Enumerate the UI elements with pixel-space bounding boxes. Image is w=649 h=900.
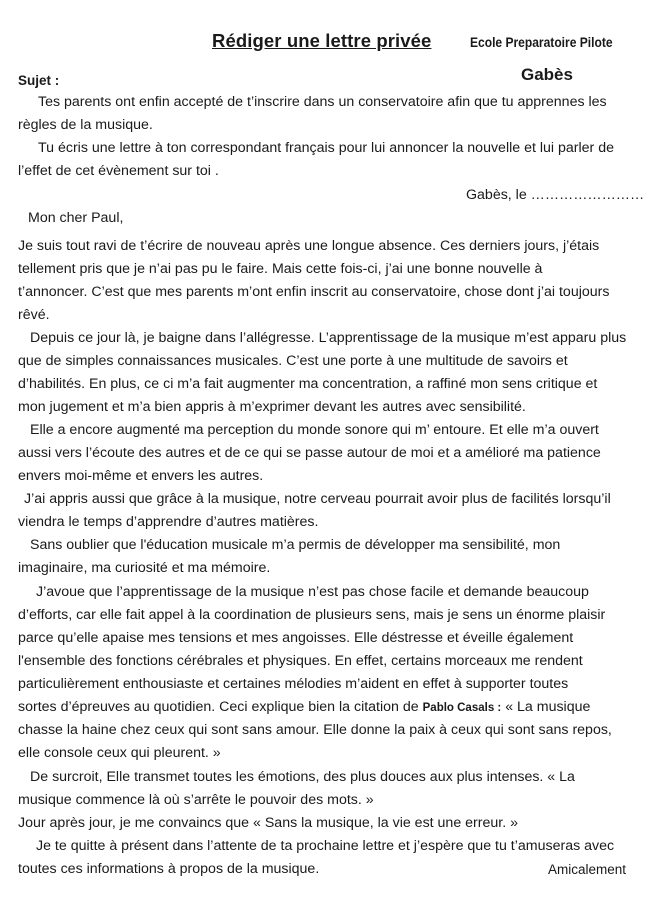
letter-line: aussi vers l’écoute des autres et de ce qui se passe autour de moi et a amélioré ma patience [18,445,601,461]
school-name: Ecole Preparatoire Pilote [470,34,613,50]
quote-start: « La musique [505,699,591,715]
letter-line: mon jugement et m’a bien appris à m’exprimer devant les autres avec sensibilité. [18,399,526,415]
letter-line: tellement pris que je n’ai pas pu le faire. Mais cette fois-ci, j’ai une bonne nouvelle à [18,261,543,277]
letter-line: que de simples connaissances musicales. C’est une porte à une multitude de savoirs et [18,353,568,369]
subject-label: Sujet : [18,73,60,88]
letter-line: d’habilités. En plus, ce ci m’a fait augmenter ma concentration, a raffiné mon sens critique et [18,376,598,392]
letter-line: chasse la haine chez ceux qui sont sans amour. Elle donne la paix à ceux qui sont sans repos, [18,722,612,738]
greeting: Mon cher Paul, [28,210,124,226]
letter-line: elle console ceux qui pleurent. » [18,745,221,761]
page-title: Rédiger une lettre privée [212,30,432,51]
letter-line: De surcroit, Elle transmet toutes les émotions, des plus douces aux plus intenses. « La [30,769,575,785]
letter-line: Je te quitte à présent dans l’attente de ta prochaine lettre et j’espère que tu t’amuseras avec [36,838,615,854]
letter-line: rêvé. [18,307,50,323]
letter-line: parce qu’elle apaise mes tensions et mes angoisses. Elle déstresse et éveille également [18,630,574,646]
letter-line: t’annoncer. C’est que mes parents m’ont enfin inscrit au conservatoire, chose dont j’ai toujours [18,284,610,300]
letter-line: particulièrement enthousiaste et certaines mélodies m’aident en effet à supporter toutes [18,676,569,692]
letter-line: toutes ces informations à propos de la musique. [18,861,320,877]
letter-line: imaginaire, ma curiosité et ma mémoire. [18,560,271,576]
letter-line: viendra le temps d’apprendre d’autres matières. [18,514,319,530]
subject-line: l’effet de cet évènement sur toi . [18,163,219,179]
letter-line: d’efforts, car elle fait appel à la coordination de plusieurs sens, mais je sens un énorme plaisir [18,607,606,623]
letter-line: Depuis ce jour là, je baigne dans l’allégresse. L’apprentissage de la musique m’est apparu plus [30,330,627,346]
letter-line: Je suis tout ravi de t’écrire de nouveau après une longue absence. Ces derniers jours, j’étais [18,238,600,254]
quote-lead-text: sortes d’épreuves au quotidien. Ceci explique bien la citation de [18,699,419,715]
letter-line: Sans oublier que l'éducation musicale m’a permis de développer ma sensibilité, mon [30,537,561,553]
letter-line: musique commence là où s’arrête le pouvoir des mots. » [18,792,374,808]
letter-line: J’ai appris aussi que grâce à la musique, notre cerveau pourrait avoir plus de facilités lorsqu’il [24,491,611,507]
letter-line [18,700,590,715]
subject-line: Tes parents ont enfin accepté de t’inscrire dans un conservatoire afin que tu apprennes les [38,94,607,110]
letter-line: Jour après jour, je me convaincs que « Sans la musique, la vie est une erreur. » [18,815,518,831]
subject-line: règles de la musique. [18,117,153,133]
closing: Amicalement [548,862,627,877]
school-city: Gabès [521,65,573,84]
quote-author: Pablo Casals : [422,702,502,714]
letter-line: J’avoue que l’apprentissage de la musique n’est pas chose facile et demande beaucoup [36,584,589,600]
date-line: Gabès, le …………………… [466,187,645,203]
letter-line: Elle a encore augmenté ma perception du monde sonore qui m’ entoure. Et elle m’a ouvert [30,422,599,438]
letter-line: l'ensemble des fonctions cérébrales et physiques. En effet, certains morceaux me rendent [18,653,583,669]
letter-line: envers moi-même et envers les autres. [18,468,264,484]
subject-line: Tu écris une lettre à ton correspondant français pour lui annoncer la nouvelle et lui parler de [38,140,614,156]
